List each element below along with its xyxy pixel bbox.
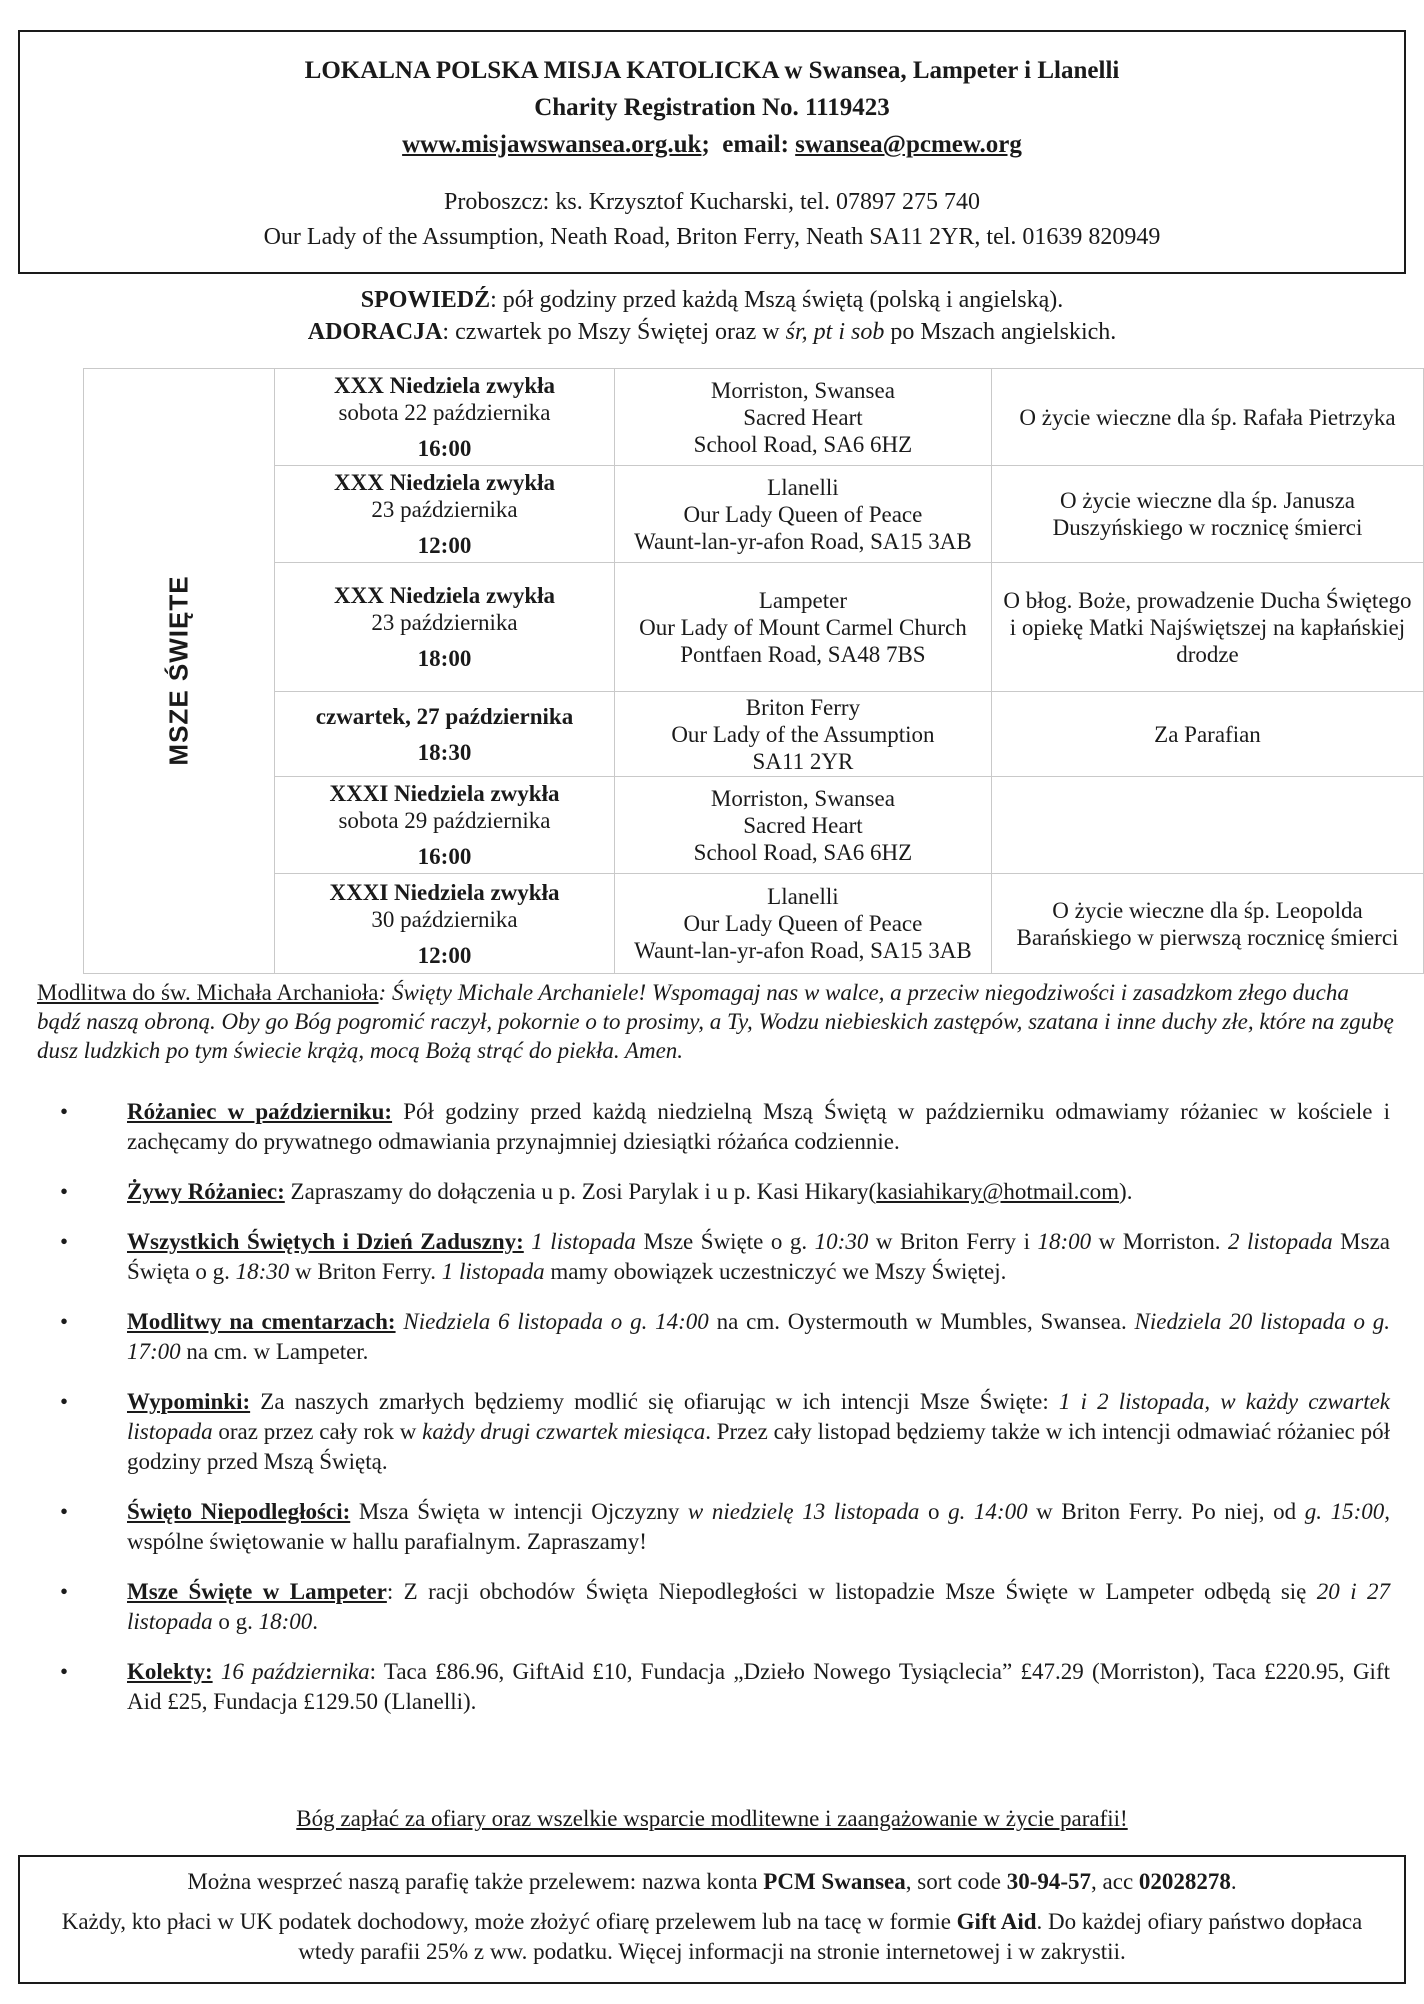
mass-row — [84, 777, 1424, 874]
item-text: : Taca £86.96, GiftAid £10, Fundacja „Dzieło Nowego Tysiąclecia” £47.29 (Morriston), Taca £220.95, Gift Aid £25, Fundacja £129.50 (Llanelli). — [127, 1659, 1390, 1714]
place-line: Llanelli — [767, 884, 839, 909]
item-label: Modlitwy na cmentarzach: — [127, 1309, 396, 1334]
mass-time: 16:00 — [417, 436, 472, 461]
parish-address: Our Lady of the Assumption, Neath Road, Briton Ferry, Neath SA11 2YR, tel. 01639 820949 — [263, 224, 1161, 250]
item-text: w Briton Ferry i — [868, 1229, 1038, 1254]
mass-when — [275, 777, 615, 874]
priest-info: Proboszcz: ks. Krzysztof Kucharski, tel. 07897 275 740 — [444, 189, 980, 215]
adoration-text-end: po Mszach angielskich. — [884, 319, 1117, 345]
place-line: Our Lady of Mount Carmel Church — [639, 614, 967, 640]
mass-title: XXX Niedziela zwykła — [333, 470, 556, 495]
mass-intention: O życie wieczne dla śp. Janusza Duszyńskiego w rocznicę śmierci — [991, 466, 1423, 563]
mass-date: 30 października — [371, 906, 518, 932]
item-label: Różaniec w październiku: — [127, 1099, 393, 1124]
place-line: Our Lady Queen of Peace — [683, 911, 923, 936]
mass-place — [614, 369, 991, 466]
item-date: 1 listopada — [531, 1229, 636, 1254]
gift-aid-info — [40, 1907, 1384, 1967]
mass-title: czwartek, 27 października — [315, 703, 574, 729]
item-time: g. 14:00 — [948, 1499, 1028, 1524]
item-date: Niedziela 6 listopada o g. 14:00 — [403, 1309, 709, 1334]
mass-title: XXX Niedziela zwykła — [333, 373, 556, 398]
place-line: Morriston, Swansea — [710, 785, 895, 811]
item-label: Msze Święte w Lampeter — [127, 1579, 387, 1604]
mass-when — [275, 692, 615, 777]
mass-intention: Za Parafian — [991, 692, 1423, 777]
item-text: Zapraszamy do dołączenia u p. Zosi Parylak i u p. Kasi Hikary( — [284, 1179, 877, 1204]
item-text: w Morriston. — [1091, 1229, 1229, 1254]
list-item — [60, 1497, 1390, 1557]
mass-row — [84, 874, 1424, 974]
item-date: 2 listopada — [1228, 1229, 1333, 1254]
footer-text: Można wesprzeć naszą parafię także przelewem: nazwa konta — [187, 1869, 764, 1894]
side-label-text: MSZE ŚWIĘTE — [163, 575, 194, 766]
mass-when — [275, 874, 615, 974]
item-text: . — [312, 1609, 319, 1634]
place-line: Lampeter — [758, 587, 847, 613]
place-line: School Road, SA6 6HZ — [693, 431, 913, 457]
mass-time: 18:30 — [417, 739, 472, 765]
item-time: 18:30 — [235, 1259, 290, 1284]
adoration-days: śr, pt i sob — [785, 319, 885, 345]
table-side-label — [84, 369, 275, 974]
header-box — [18, 30, 1406, 274]
item-text: : Z racji obchodów Święta Niepodległości w listopadzie Msze Święte w Lampeter odbędą się — [386, 1579, 1317, 1604]
mass-place — [614, 777, 991, 874]
list-item — [60, 1097, 1390, 1157]
item-label: Święto Niepodległości: — [127, 1499, 351, 1524]
item-date: Niedziela 20 listopada o g. 17:00 — [127, 1309, 1391, 1364]
mass-time: 12:00 — [417, 533, 472, 558]
charity-registration: Charity Registration No. 1119423 — [534, 94, 890, 121]
place-line: Pontfaen Road, SA48 7BS — [680, 641, 926, 667]
place-line: Llanelli — [767, 474, 839, 500]
item-label: Kolekty: — [127, 1659, 213, 1684]
mass-place — [614, 466, 991, 563]
adoration-label: ADORACJA — [307, 319, 443, 345]
item-date: 16 października — [212, 1659, 370, 1684]
contact-email-link[interactable]: kasiahikary@hotmail.com — [876, 1179, 1120, 1204]
item-text: Pół godziny przed każdą niedzielną Mszą Świętą w październiku odmawiamy różaniec w kościele i zachęcamy do prywatnego odmawiania przynajmniej dziesiątki różańca codziennie. — [127, 1099, 1390, 1154]
mass-intention: O życie wieczne dla śp. Rafała Pietrzyka — [991, 369, 1423, 466]
list-item — [60, 1577, 1390, 1637]
mass-schedule-table — [83, 368, 1424, 974]
mass-row — [84, 466, 1424, 563]
bullet-icon: • — [60, 1179, 69, 1204]
bullet-icon: • — [60, 1389, 69, 1414]
place-line: School Road, SA6 6HZ — [693, 839, 913, 865]
bank-transfer-info — [40, 1867, 1384, 1897]
item-text: ). — [1119, 1179, 1133, 1204]
mass-title: XXXI Niedziela zwykła — [329, 781, 560, 806]
confession-line — [0, 284, 1424, 317]
item-label: Wypominki: — [127, 1389, 251, 1414]
prayer-text: : Święty Michale Archanielе! Wspomagaj nas w walce, a przeciw niegodziwości i zasadzkom złego ducha bądź naszą obroną. Oby go Bóg pogromić raczył, pokornie o to prosimy, a Ty, Wodzu niebieskich zastępów, szatana i inne duchy złe, które na zgubę dusz ludzkich po tym świecie krążą, mocą Bożą strąć do piekła. Amen. — [37, 980, 1394, 1063]
item-text: . Przez cały listopad będziemy także w ich intencji odmawiać różaniec pół godziny przed Mszą Świętą. — [127, 1419, 1391, 1474]
item-label: Wszystkich Świętych i Dzień Zaduszny: — [127, 1229, 524, 1254]
thanks-line: Bóg zapłać za ofiary oraz wszelkie wsparcie modlitewne i zaangażowanie w życie parafii! — [296, 1806, 1128, 1831]
mass-title: XXX Niedziela zwykła — [333, 583, 556, 608]
mass-place — [614, 692, 991, 777]
item-text: Msze Święte o g. — [635, 1229, 815, 1254]
account-name: PCM Swansea — [763, 1869, 906, 1894]
mass-date: 23 października — [371, 497, 518, 522]
item-date: 1 listopada — [441, 1259, 545, 1284]
bullet-icon: • — [60, 1499, 69, 1524]
gift-aid-label: Gift Aid — [956, 1909, 1037, 1934]
place-line: SA11 2YR — [752, 748, 854, 774]
mass-date: 23 października — [371, 610, 518, 635]
confession-label: SPOWIEDŹ — [360, 287, 491, 313]
org-name: LOKALNA POLSKA MISJA KATOLICKA w Swansea, Lampeter i Llanelli — [304, 57, 1120, 84]
place-line: Our Lady of the Assumption — [671, 721, 935, 747]
list-item — [60, 1307, 1390, 1367]
item-text: na cm. w Lampeter. — [180, 1339, 369, 1364]
item-text: wspólne świętowanie w hallu parafialnym. Zapraszamy! — [127, 1529, 647, 1554]
item-text: w Briton Ferry. Po niej, od — [1027, 1499, 1305, 1524]
mass-intention: O błog. Boże, prowadzenie Ducha Świętego i opiekę Matki Najświętszej na kapłańskiej drodze — [991, 563, 1423, 692]
item-text: oraz przez cały rok w — [212, 1419, 423, 1444]
footer-text: , sort code — [905, 1869, 1007, 1894]
bullet-icon: • — [60, 1099, 69, 1124]
mass-intention — [991, 777, 1423, 874]
item-time: 10:30 — [814, 1229, 869, 1254]
mass-title: XXXI Niedziela zwykła — [329, 879, 560, 905]
contact-line — [20, 126, 1404, 163]
item-time: g. 15:00, — [1304, 1499, 1390, 1524]
item-date: każdy drugi czwartek miesiąca — [422, 1419, 706, 1444]
bullet-icon: • — [60, 1229, 69, 1254]
sort-code: 30-94-57 — [1006, 1869, 1092, 1894]
bullet-icon: • — [60, 1579, 69, 1604]
item-label: Żywy Różaniec: — [127, 1179, 285, 1204]
prayer-title: Modlitwa do św. Michała Archanioła — [37, 980, 379, 1005]
place-line: Sacred Heart — [743, 404, 863, 430]
mass-time: 16:00 — [417, 844, 472, 869]
item-text: o g. — [212, 1609, 259, 1634]
place-line: Morriston, Swansea — [710, 377, 895, 403]
item-time: 18:00 — [1037, 1229, 1092, 1254]
contact-separator: ; — [701, 131, 710, 158]
item-text: w Briton Ferry. — [289, 1259, 442, 1284]
mass-place — [614, 563, 991, 692]
mass-time: 18:00 — [417, 646, 472, 671]
place-line: Briton Ferry — [745, 694, 861, 720]
mass-when — [275, 563, 615, 692]
item-text: Msza Święta w intencji Ojczyzny — [350, 1499, 688, 1524]
email-label: email: — [722, 131, 789, 158]
website-link[interactable]: www.misjawswansea.org.uk — [402, 131, 702, 158]
bullet-icon: • — [60, 1659, 69, 1684]
mass-intention: O życie wieczne dla śp. Leopolda Barańskiego w pierwszą rocznicę śmierci — [991, 874, 1423, 974]
list-item — [60, 1387, 1390, 1477]
footer-text: Każdy, kto płaci w UK podatek dochodowy, może złożyć ofiarę przelewem lub na tacę w formie — [61, 1909, 957, 1934]
mass-when — [275, 466, 615, 563]
place-line: Waunt-lan-yr-afon Road, SA15 3AB — [634, 528, 972, 554]
adoration-line — [0, 316, 1424, 349]
item-time: 18:00 — [258, 1609, 313, 1634]
item-text: o — [919, 1499, 949, 1524]
mass-date: sobota 22 października — [338, 400, 551, 425]
archangel-prayer — [37, 978, 1397, 1065]
list-item — [60, 1177, 1390, 1207]
account-number: 02028278 — [1138, 1869, 1231, 1894]
item-text: Msza Święta o g. — [127, 1229, 1390, 1284]
bullet-icon: • — [60, 1309, 69, 1334]
footer-box — [18, 1855, 1406, 1984]
confession-text: : pół godziny przed każdą Mszą świętą (polską i angielską). — [490, 287, 1064, 313]
list-item — [60, 1657, 1390, 1717]
place-line: Our Lady Queen of Peace — [683, 501, 923, 527]
mass-time: 12:00 — [417, 942, 472, 968]
mass-row — [84, 692, 1424, 777]
item-text: mamy obowiązek uczestniczyć we Mszy Świętej. — [544, 1259, 1007, 1284]
announcements-list — [60, 1097, 1390, 1717]
mass-row — [84, 369, 1424, 466]
item-text: Za naszych zmarłych będziemy modlić się ofiarując w ich intencji Msze Święte: — [250, 1389, 1059, 1414]
mass-place — [614, 874, 991, 974]
item-date: w niedzielę 13 listopada — [687, 1499, 920, 1524]
email-link[interactable]: swansea@pcmew.org — [795, 131, 1022, 158]
mass-row — [84, 563, 1424, 692]
place-line: Sacred Heart — [743, 812, 863, 838]
adoration-text: : czwartek po Mszy Świętej oraz w — [442, 319, 786, 345]
item-date: 20 i 27 listopada — [127, 1579, 1390, 1634]
mass-date: sobota 29 października — [338, 808, 551, 833]
footer-text: . Do każdej ofiary państwo dopłaca wtedy parafii 25% z ww. podatku. Więcej informacji na stronie internetowej i w zakrystii. — [298, 1909, 1363, 1964]
item-date: 1 i 2 listopada, w każdy czwartek listopada — [127, 1389, 1390, 1444]
mass-when — [275, 369, 615, 466]
place-line: Waunt-lan-yr-afon Road, SA15 3AB — [634, 938, 972, 963]
footer-text: . — [1230, 1869, 1237, 1894]
footer-text: , acc — [1091, 1869, 1139, 1894]
list-item — [60, 1227, 1390, 1287]
item-text: na cm. Oystermouth w Mumbles, Swansea. — [708, 1309, 1135, 1334]
